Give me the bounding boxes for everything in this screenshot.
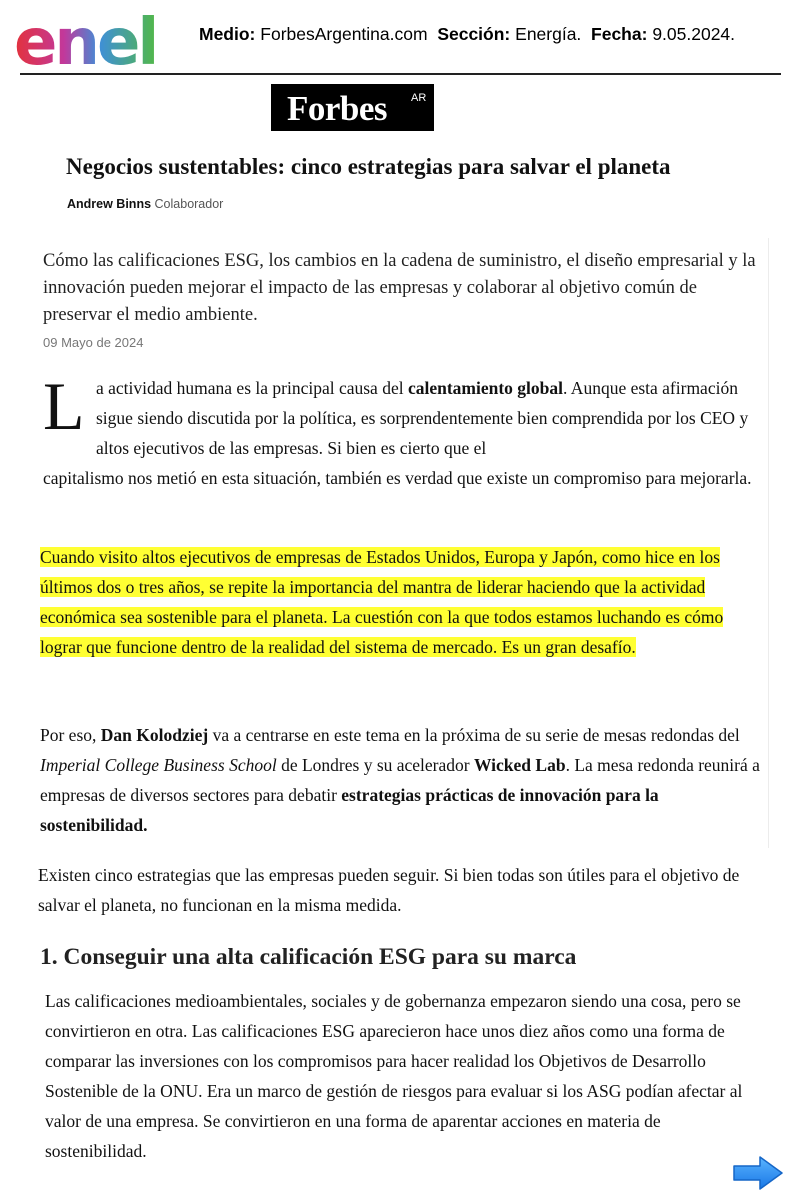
column-divider	[768, 238, 769, 848]
drop-cap: L	[43, 368, 85, 444]
press-clipping-meta	[199, 24, 735, 45]
fecha-value: 9.05.2024.	[652, 24, 736, 44]
paragraph-1-rest: capitalismo nos metió en esta situación, también es verdad que existe un compromiso para mejorarla.	[43, 468, 752, 488]
seccion-value: Energía.	[515, 24, 582, 44]
forbes-masthead	[271, 84, 434, 131]
p3-school-name: Imperial College Business School	[40, 755, 277, 775]
p3-text-b: va a centrarse en este tema en la próxima de su serie de mesas redondas del	[208, 725, 740, 745]
p1-text-b: . Aunque esta afirmación sigue siendo discutida por la política, es sorprendentemente bien comprendida por los CEO y altos ejecutivos de las empresas. Si bien es cierto que el	[96, 378, 749, 458]
paragraph-5: Las calificaciones medioambientales, sociales y de gobernanza empezaron siendo una cosa, pero se convirtieron en otra. Las calificaciones ESG aparecieron hace unos diez años como una forma de comparar las inversiones con los compromisos para hacer realidad los Objetivos de Desarrollo Sostenible de la ONU. Era un marco de gestión de riesgos para evaluar si los ASG podían afectar al valor de una empresa. Se convirtieron en una forma de aparentar acciones en materia de sostenibilidad.	[45, 991, 743, 1161]
medio-value: ForbesArgentina.com	[260, 24, 428, 44]
article-date: 09 Mayo de 2024	[43, 335, 144, 350]
forbes-edition: AR	[411, 92, 427, 104]
p3-wicked-lab: Wicked Lab	[473, 755, 566, 775]
section-1-heading: 1. Conseguir una alta calificación ESG para su marca	[40, 944, 577, 970]
p1-text-a: a actividad humana es la principal causa del	[96, 378, 408, 398]
p3-text-a: Por eso,	[40, 725, 101, 745]
fecha-label: Fecha:	[591, 24, 648, 44]
enel-logo	[14, 8, 180, 70]
arrow-right-icon[interactable]	[732, 1155, 784, 1191]
header-divider	[20, 73, 781, 75]
seccion-label: Sección:	[437, 24, 511, 44]
svg-text:enel: enel	[14, 8, 157, 70]
paragraph-3	[40, 720, 765, 840]
article-headline: Negocios sustentables: cinco estrategias para salvar el planeta	[66, 154, 671, 179]
p3-strategies: estrategias prácticas de innovación para la sostenibilidad.	[40, 785, 659, 835]
article-dek: Cómo las calificaciones ESG, los cambios en la cadena de suministro, el diseño empresarial y la innovación pueden mejorar el impacto de las empresas y colaborar al objetivo común de preservar el medio ambiente.	[43, 251, 756, 325]
medio-label: Medio:	[199, 24, 256, 44]
highlighted-paragraph	[40, 542, 764, 662]
byline	[67, 197, 223, 211]
paragraph-1-intro	[96, 373, 766, 463]
highlighted-text: Cuando visito altos ejecutivos de empresas de Estados Unidos, Europa y Japón, como hice en los últimos dos o tres años, se repite la importancia del mantra de liderar haciendo que la actividad económica sea sostenible para el planeta. La cuestión con la que todos estamos luchando es cómo lograr que funcione dentro de la realidad del sistema de mercado. Es un gran desafío.	[40, 547, 724, 657]
author-name[interactable]: Andrew Binns	[67, 197, 152, 211]
p3-text-d: . La mesa redonda reunirá a empresas de diversos sectores para debatir	[40, 755, 760, 805]
author-role: Colaborador	[154, 197, 224, 211]
p1-bold-global-warming: calentamiento global	[407, 378, 564, 398]
p3-text-c: de Londres y su acelerador	[276, 755, 474, 775]
p3-name-dan-kolodziej: Dan Kolodziej	[100, 725, 209, 745]
paragraph-4: Existen cinco estrategias que las empresas pueden seguir. Si bien todas son útiles para el objetivo de salvar el planeta, no funcionan en la misma medida.	[38, 865, 740, 915]
forbes-wordmark: Forbes	[287, 89, 388, 128]
